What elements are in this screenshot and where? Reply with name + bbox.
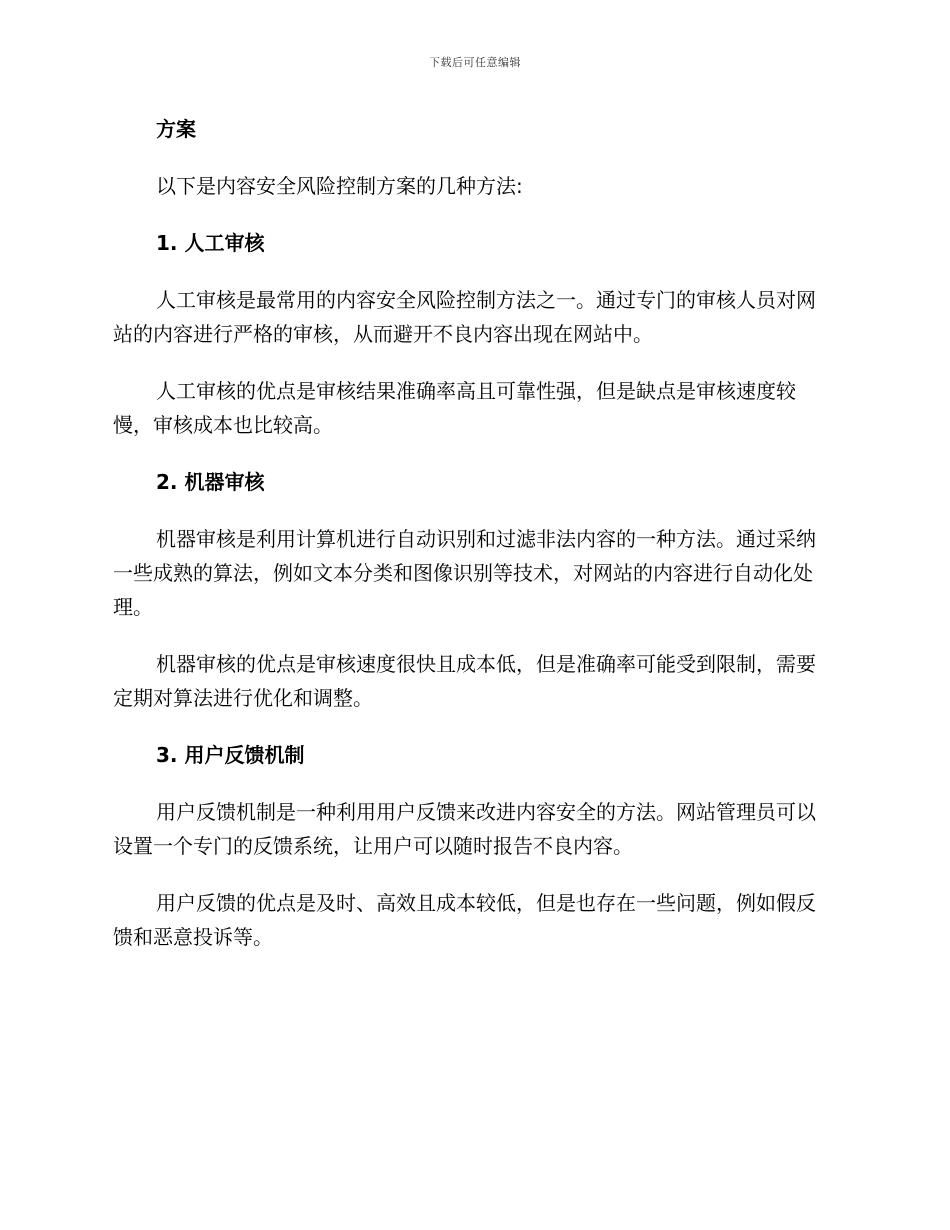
section-paragraph: 用户反馈的优点是及时、高效且成本较低，但是也存在一些问题，例如假反馈和恶意投诉等。 [113, 891, 816, 949]
section-heading-user-feedback: 3. 用户反馈机制 [156, 743, 305, 767]
section-paragraph: 人工审核是最常用的内容安全风险控制方法之一。通过专门的审核人员对网站的内容进行严格的审核，从而避开不良内容出现在网站中。 [113, 288, 816, 346]
header-note: 下载后可任意编辑 [429, 56, 521, 69]
document-title: 方案 [156, 117, 196, 141]
intro-paragraph: 以下是内容安全风险控制方案的几种方法: [156, 174, 523, 198]
section-paragraph: 机器审核的优点是审核速度很快且成本低，但是准确率可能受到限制，需要定期对算法进行优化和调整。 [113, 652, 816, 710]
section-heading-manual-review: 1. 人工审核 [156, 231, 265, 255]
section-paragraph: 机器审核是利用计算机进行自动识别和过滤非法内容的一种方法。通过采纳一些成熟的算法，例如文本分类和图像识别等技术，对网站的内容进行自动化处理。 [113, 527, 816, 619]
document-body [113, 112, 835, 954]
section-paragraph: 人工审核的优点是审核结果准确率高且可靠性强，但是缺点是审核速度较慢，审核成本也比较高。 [113, 379, 796, 437]
section-paragraph: 用户反馈机制是一种利用用户反馈来改进内容安全的方法。网站管理员可以设置一个专门的反馈系统，让用户可以随时报告不良内容。 [113, 800, 816, 858]
section-heading-machine-review: 2. 机器审核 [156, 470, 265, 494]
